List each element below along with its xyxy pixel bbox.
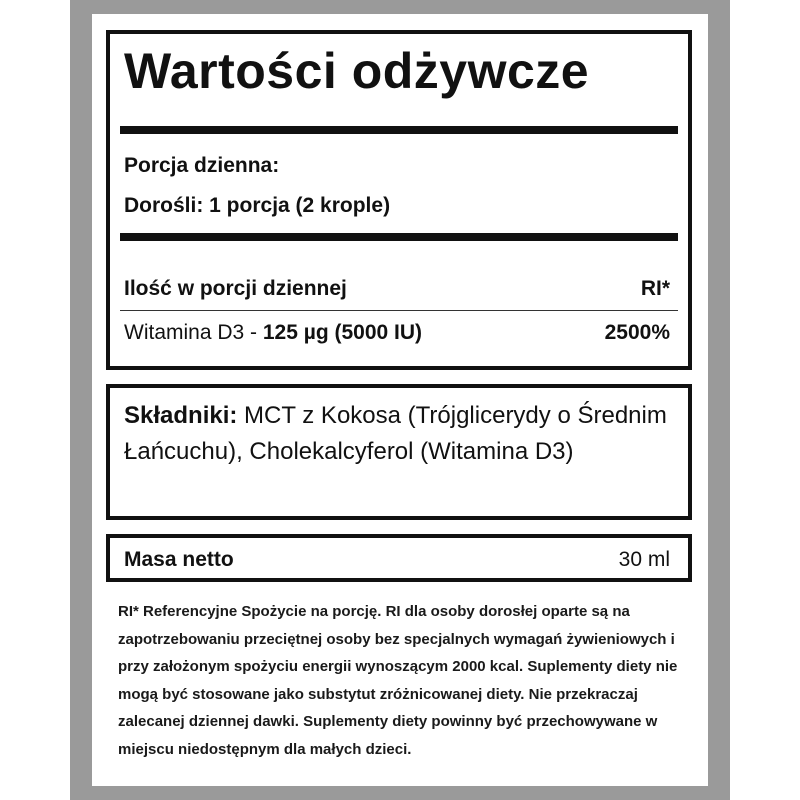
header-divider xyxy=(120,310,678,311)
ingredients-box xyxy=(106,384,692,520)
serving-heading: Porcja dzienna: xyxy=(124,154,280,177)
net-mass-value: 30 ml xyxy=(618,548,670,571)
net-mass-label: Masa netto xyxy=(124,548,234,571)
title-divider xyxy=(120,126,678,134)
net-mass-box xyxy=(106,534,692,582)
nutrient-name: Witamina D3 - xyxy=(124,321,263,344)
footnote-text: RI* Referencyjne Spożycie na porcję. RI dla osoby dorosłej oparte są na zapotrzebowaniu przeciętnej osoby bez specjalnych wymagań żywieniowych i przy założonym spożyciu energii wynoszącym 2000 kcal. Suplementy diety nie mogą być stosowane jako substytut zróżnicowanej diety. Nie przekraczaj zalecanej dziennej dawki. Suplementy diety powinny być przechowywane w miejscu niedostępnym dla małych dzieci. xyxy=(118,603,678,758)
table-row xyxy=(124,321,422,345)
nutrient-amount: 125 µg (5000 IU) xyxy=(262,321,423,344)
ingredients-list: MCT z Kokosa (Trójglicerydy o Średnim Łańcuchu), Cholekalcyferol (Witamina D3) xyxy=(124,402,667,465)
serving-divider xyxy=(120,233,678,241)
ingredients-text xyxy=(124,398,674,470)
nutrition-facts-box xyxy=(106,30,692,370)
amount-header: Ilość w porcji dziennej xyxy=(124,277,347,300)
nutrient-ri: 2500% xyxy=(604,321,670,344)
ingredients-label: Składniki: xyxy=(124,402,238,429)
ri-header: RI* xyxy=(640,277,670,300)
label-title: Wartości odżywcze xyxy=(124,43,590,99)
serving-adults: Dorośli: 1 porcja (2 krople) xyxy=(124,194,391,217)
